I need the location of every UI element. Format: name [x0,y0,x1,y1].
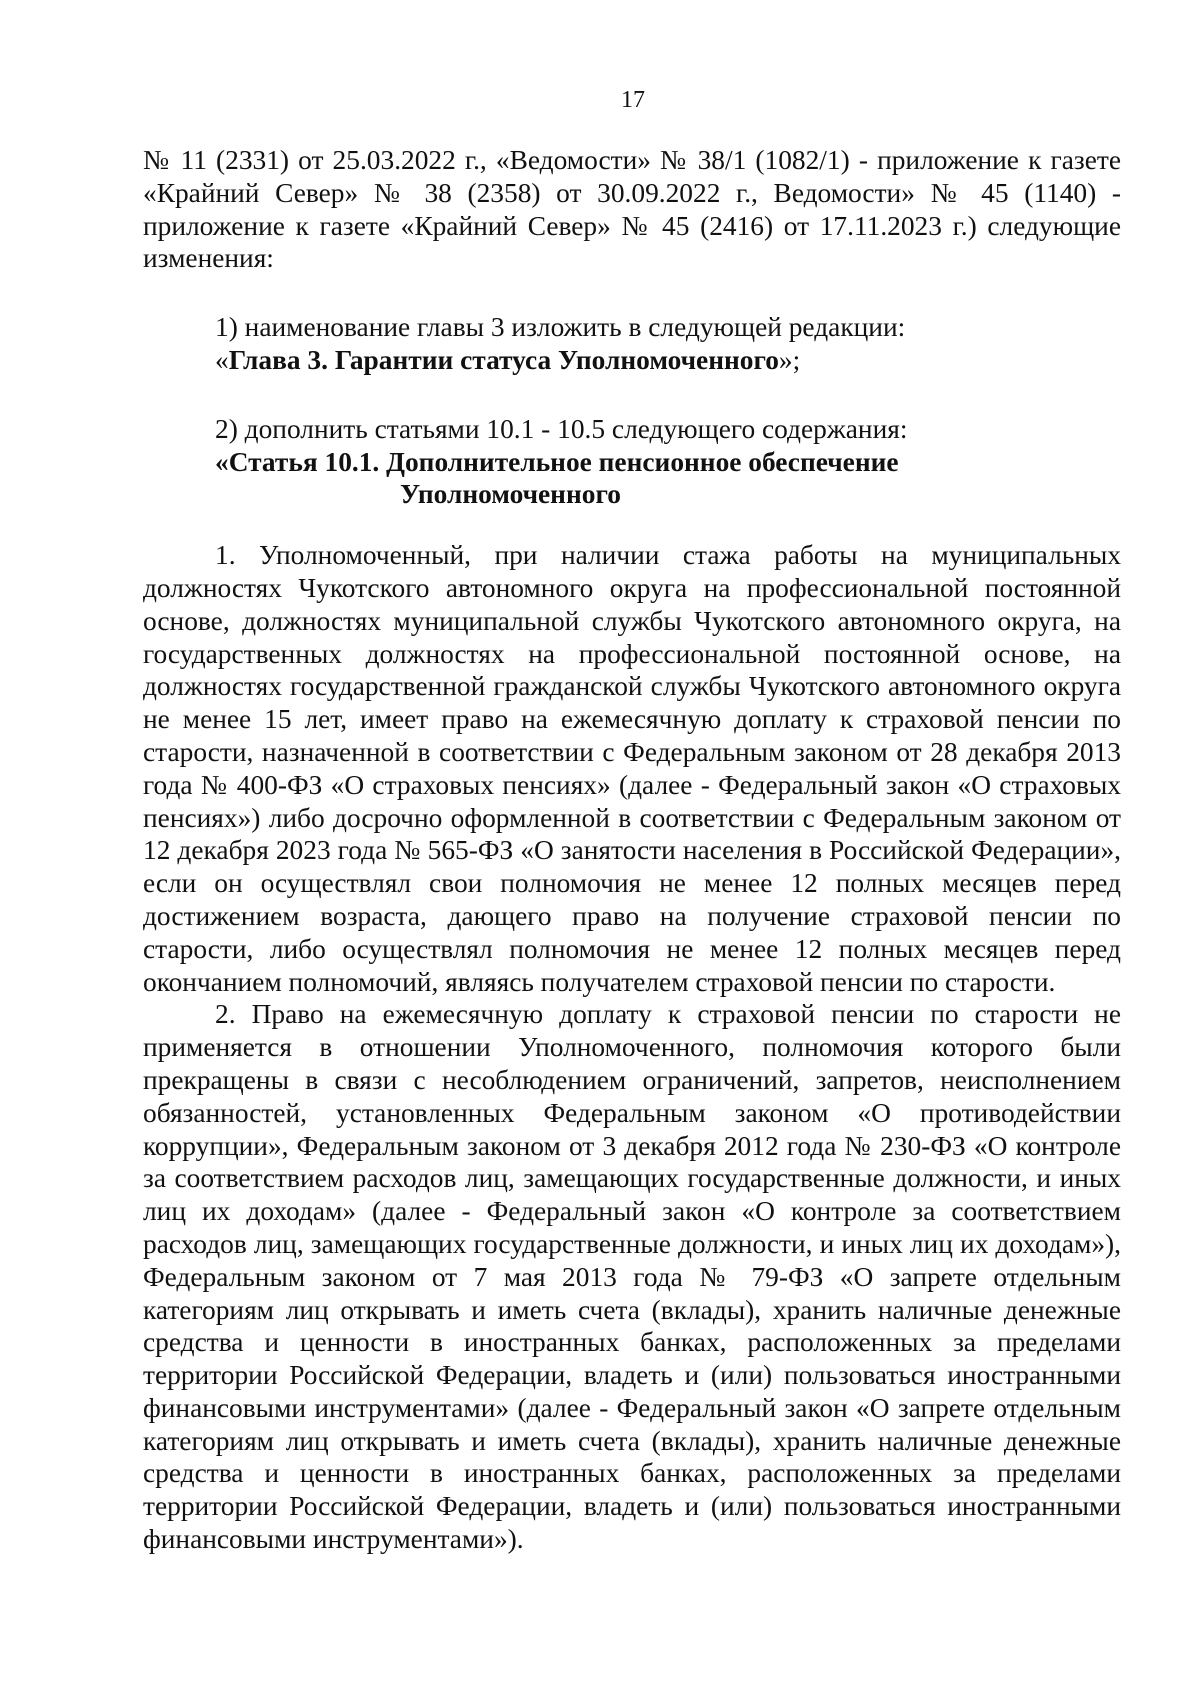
page-number: 17 [621,87,645,113]
chapter-title-line [215,344,1121,377]
quote-close: »; [778,344,801,375]
article-title-line-1: «Статья 10.1. Дополнительное пенсионное обеспечение [215,446,899,477]
amendment-item-2-text: 2) дополнить статьями 10.1 - 10.5 следующего содержания: [215,413,908,444]
article-paragraph-1: 1. Уполномоченный, при наличии стажа работы на муниципальных должностях Чукотского автономного округа на профессиональной постоянной основе, должностях муниципальной службы Чукотского автономного округа, на государственных должностях на профессиональной постоянной основе, на должностях государственной гражданской службы Чукотского автономного округа не менее 15 лет, имеет право на ежемесячную доплату к страховой пенсии по старости, назначенной в соответствии с Федеральным законом от 28 декабря 2013 года № 400-ФЗ «О страховых пенсиях» (далее - Федеральный закон «О страховых пенсиях») либо досрочно оформленной в соответствии с Федеральным законом от 12 декабря 2023 года № 565-ФЗ «О занятости населения в Российской Федерации», если он осуществлял свои полномочия не менее 12 полных месяцев перед достижением возраста, дающего право на получение страховой пенсии по старости, либо осуществлял полномочия не менее 12 полных месяцев перед окончанием полномочий, являясь получателем страховой пенсии по старости. [143,540,1121,997]
document-body [143,144,1121,1556]
amendment-item-1-text: 1) наименование главы 3 изложить в следующей редакции: [215,312,906,343]
amendment-item-1 [143,311,1121,377]
article-paragraph-2: 2. Право на ежемесячную доплату к страховой пенсии по старости не применяется в отношении Уполномоченного, полномочия которого были прекращены в связи с несоблюдением ограничений, запретов, неисполнением обязанностей, установленных Федеральным законом «О противодействии коррупции», Федеральным законом от 3 декабря 2012 года № 230-ФЗ «О контроле за соответствием расходов лиц, замещающих государственные должности, и иных лиц их доходам» (далее - Федеральный закон «О контроле за соответствием расходов лиц, замещающих государственные должности, и иных лиц их доходам»), Федеральным законом от 7 мая 2013 года № 79-ФЗ «О запрете отдельным категориям лиц открывать и иметь счета (вклады), хранить наличные денежные средства и ценности в иностранных банках, расположенных за пределами территории Российской Федерации, владеть и (или) пользоваться иностранными финансовыми инструментами» (далее - Федеральный закон «О запрете отдельным категориям лиц открывать и иметь счета (вклады), хранить наличные денежные средства и ценности в иностранных банках, расположенных за пределами территории Российской Федерации, владеть и (или) пользоваться иностранными финансовыми инструментами»). [143,999,1121,1555]
amendment-item-2 [143,413,1121,511]
quote-open: « [215,344,229,375]
article-title-line-2: Уполномоченного [400,479,621,510]
intro-paragraph: № 11 (2331) от 25.03.2022 г., «Ведомости» № 38/1 (1082/1) - приложение к газете «Крайний Север» № 38 (2358) от 30.09.2022 г., Ведомости» № 45 (1140) - приложение к газете «Крайний Север» № 45 (2416) от 17.11.2023 г.) следующие изменения: [143,145,1121,274]
chapter-title: Глава 3. Гарантии статуса Уполномоченного [228,344,779,375]
